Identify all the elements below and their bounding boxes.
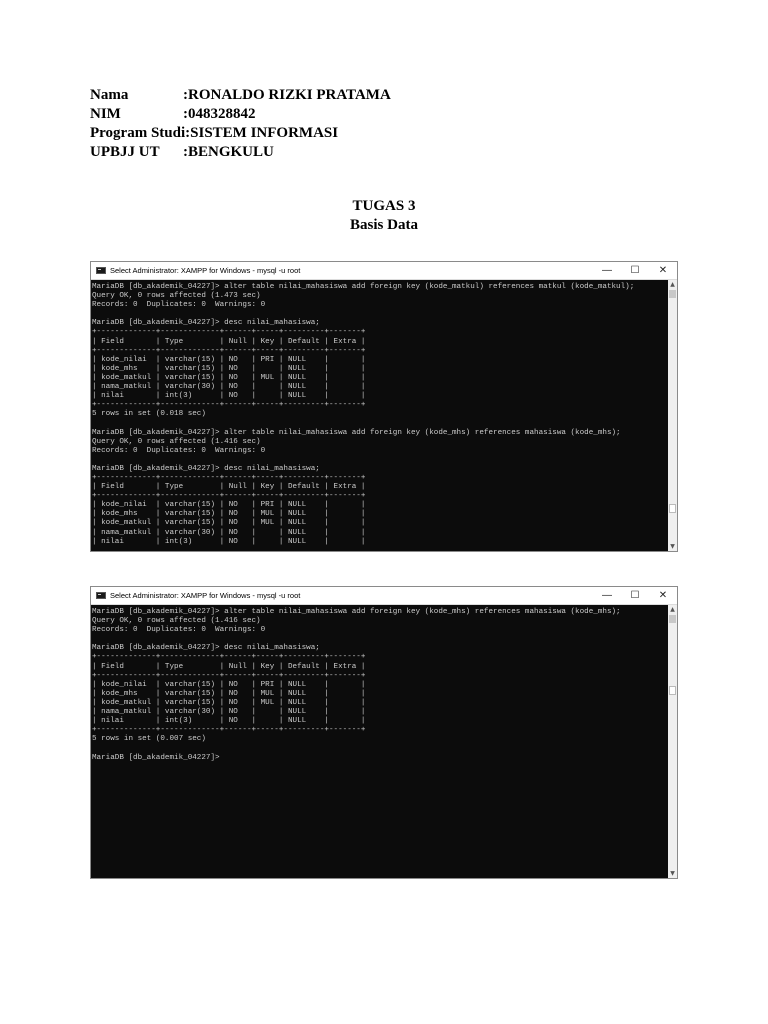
scroll-down-icon[interactable]: ▼ <box>670 870 675 877</box>
info-row-upbjj <box>90 143 391 162</box>
terminal-window-1 <box>90 261 678 552</box>
info-value: :048328842 <box>183 106 256 122</box>
assignment-title: TUGAS 3 <box>352 198 416 214</box>
command-prompt-icon <box>96 592 106 599</box>
minimize-button[interactable]: — <box>602 590 612 601</box>
minimize-button[interactable]: — <box>602 265 612 276</box>
scrollbar-thumb[interactable] <box>669 504 676 513</box>
vertical-scrollbar[interactable] <box>668 280 677 551</box>
command-prompt-icon <box>96 267 106 274</box>
scroll-up-icon[interactable]: ▲ <box>670 606 675 613</box>
info-value: :RONALDO RIZKI PRATAMA <box>183 87 391 103</box>
scrollbar-track-mark <box>669 615 676 623</box>
student-info <box>90 86 391 162</box>
close-button[interactable]: ✕ <box>658 265 668 276</box>
info-label: Program Studi <box>90 125 186 141</box>
scroll-up-icon[interactable]: ▲ <box>670 281 675 288</box>
window-title: Select Administrator: XAMPP for Windows - mysql -u root <box>110 266 301 275</box>
terminal-output[interactable] <box>91 605 668 878</box>
info-value: :SISTEM INFORMASI <box>185 125 339 141</box>
vertical-scrollbar[interactable] <box>668 605 677 878</box>
terminal-text: MariaDB [db_akademik_04227]> alter table nilai_mahasiswa add foreign key (kode_matkul) references matkul (kode_matkul); Query OK, 0 rows affected (1.473 sec) Records: 0 Duplicates: 0 Warnings: 0 MariaDB [db_akademik_04227]> desc nilai_mahasiswa; +-------------+-------------+------+-----+---------+-------+ | Field | Type | Null | Key | Default | Extra | +-------------+-------------+------+-----+---------+-------+ | kode_nilai | varchar(15) | NO | PRI | NULL | | | kode_mhs | varchar(15) | NO | | NULL | | | kode_matkul | varchar(15) | NO | MUL | NULL | | | nama_matkul | varchar(30) | NO | | NULL | | | nilai | int(3) | NO | | NULL | | +-------------+-------------+------+-----+---------+-------+ 5 rows in set (0.018 sec) MariaDB [db_akademik_04227]> alter table nilai_mahasiswa add foreign key (kode_mhs) references mahasiswa (kode_mhs); Query OK, 0 rows affected (1.416 sec) Records: 0 Duplicates: 0 Warnings: 0 MariaDB [db_akademik_04227]> desc nilai_mahasiswa; +-------------+-------------+------+-----+---------+-------+ | Field | Type | Null | Key | Default | Extra | +-------------+-------------+------+-----+---------+-------+ | kode_nilai | varchar(15) | NO | PRI | NULL | | | kode_mhs | varchar(15) | NO | MUL | NULL | | | kode_matkul | varchar(15) | NO | MUL | NULL | | | nama_matkul | varchar(30) | NO | | NULL | | | nilai | int(3) | NO | | NULL | | <box>92 283 635 546</box>
window-title: Select Administrator: XAMPP for Windows - mysql -u root <box>110 591 301 600</box>
terminal-output[interactable] <box>91 280 668 551</box>
terminal-window-2 <box>90 586 678 879</box>
maximize-button[interactable]: ☐ <box>630 590 640 601</box>
maximize-button[interactable]: ☐ <box>630 265 640 276</box>
info-value: :BENGKULU <box>183 144 274 160</box>
info-row-nama <box>90 86 391 105</box>
terminal-text: MariaDB [db_akademik_04227]> alter table nilai_mahasiswa add foreign key (kode_mhs) references mahasiswa (kode_mhs); Query OK, 0 rows affected (1.416 sec) Records: 0 Duplicates: 0 Warnings: 0 MariaDB [db_akademik_04227]> desc nilai_mahasiswa; +-------------+-------------+------+-----+---------+-------+ | Field | Type | Null | Key | Default | Extra | +-------------+-------------+------+-----+---------+-------+ | kode_nilai | varchar(15) | NO | PRI | NULL | | | kode_mhs | varchar(15) | NO | MUL | NULL | | | kode_matkul | varchar(15) | NO | MUL | NULL | | | nama_matkul | varchar(30) | NO | | NULL | | | nilai | int(3) | NO | | NULL | | +-------------+-------------+------+-----+---------+-------+ 5 rows in set (0.007 sec) MariaDB [db_akademik_04227]> <box>92 608 621 762</box>
info-label: UPBJJ UT <box>90 144 160 160</box>
window-titlebar[interactable] <box>91 262 677 280</box>
scrollbar-track-mark <box>669 290 676 298</box>
assignment-heading <box>0 197 768 235</box>
info-label: NIM <box>90 106 121 122</box>
info-label: Nama <box>90 87 129 103</box>
info-row-program-studi <box>90 124 391 143</box>
window-titlebar[interactable] <box>91 587 677 605</box>
assignment-subject: Basis Data <box>350 217 418 233</box>
scroll-down-icon[interactable]: ▼ <box>670 543 675 550</box>
scrollbar-thumb[interactable] <box>669 686 676 695</box>
info-row-nim <box>90 105 391 124</box>
close-button[interactable]: ✕ <box>658 590 668 601</box>
